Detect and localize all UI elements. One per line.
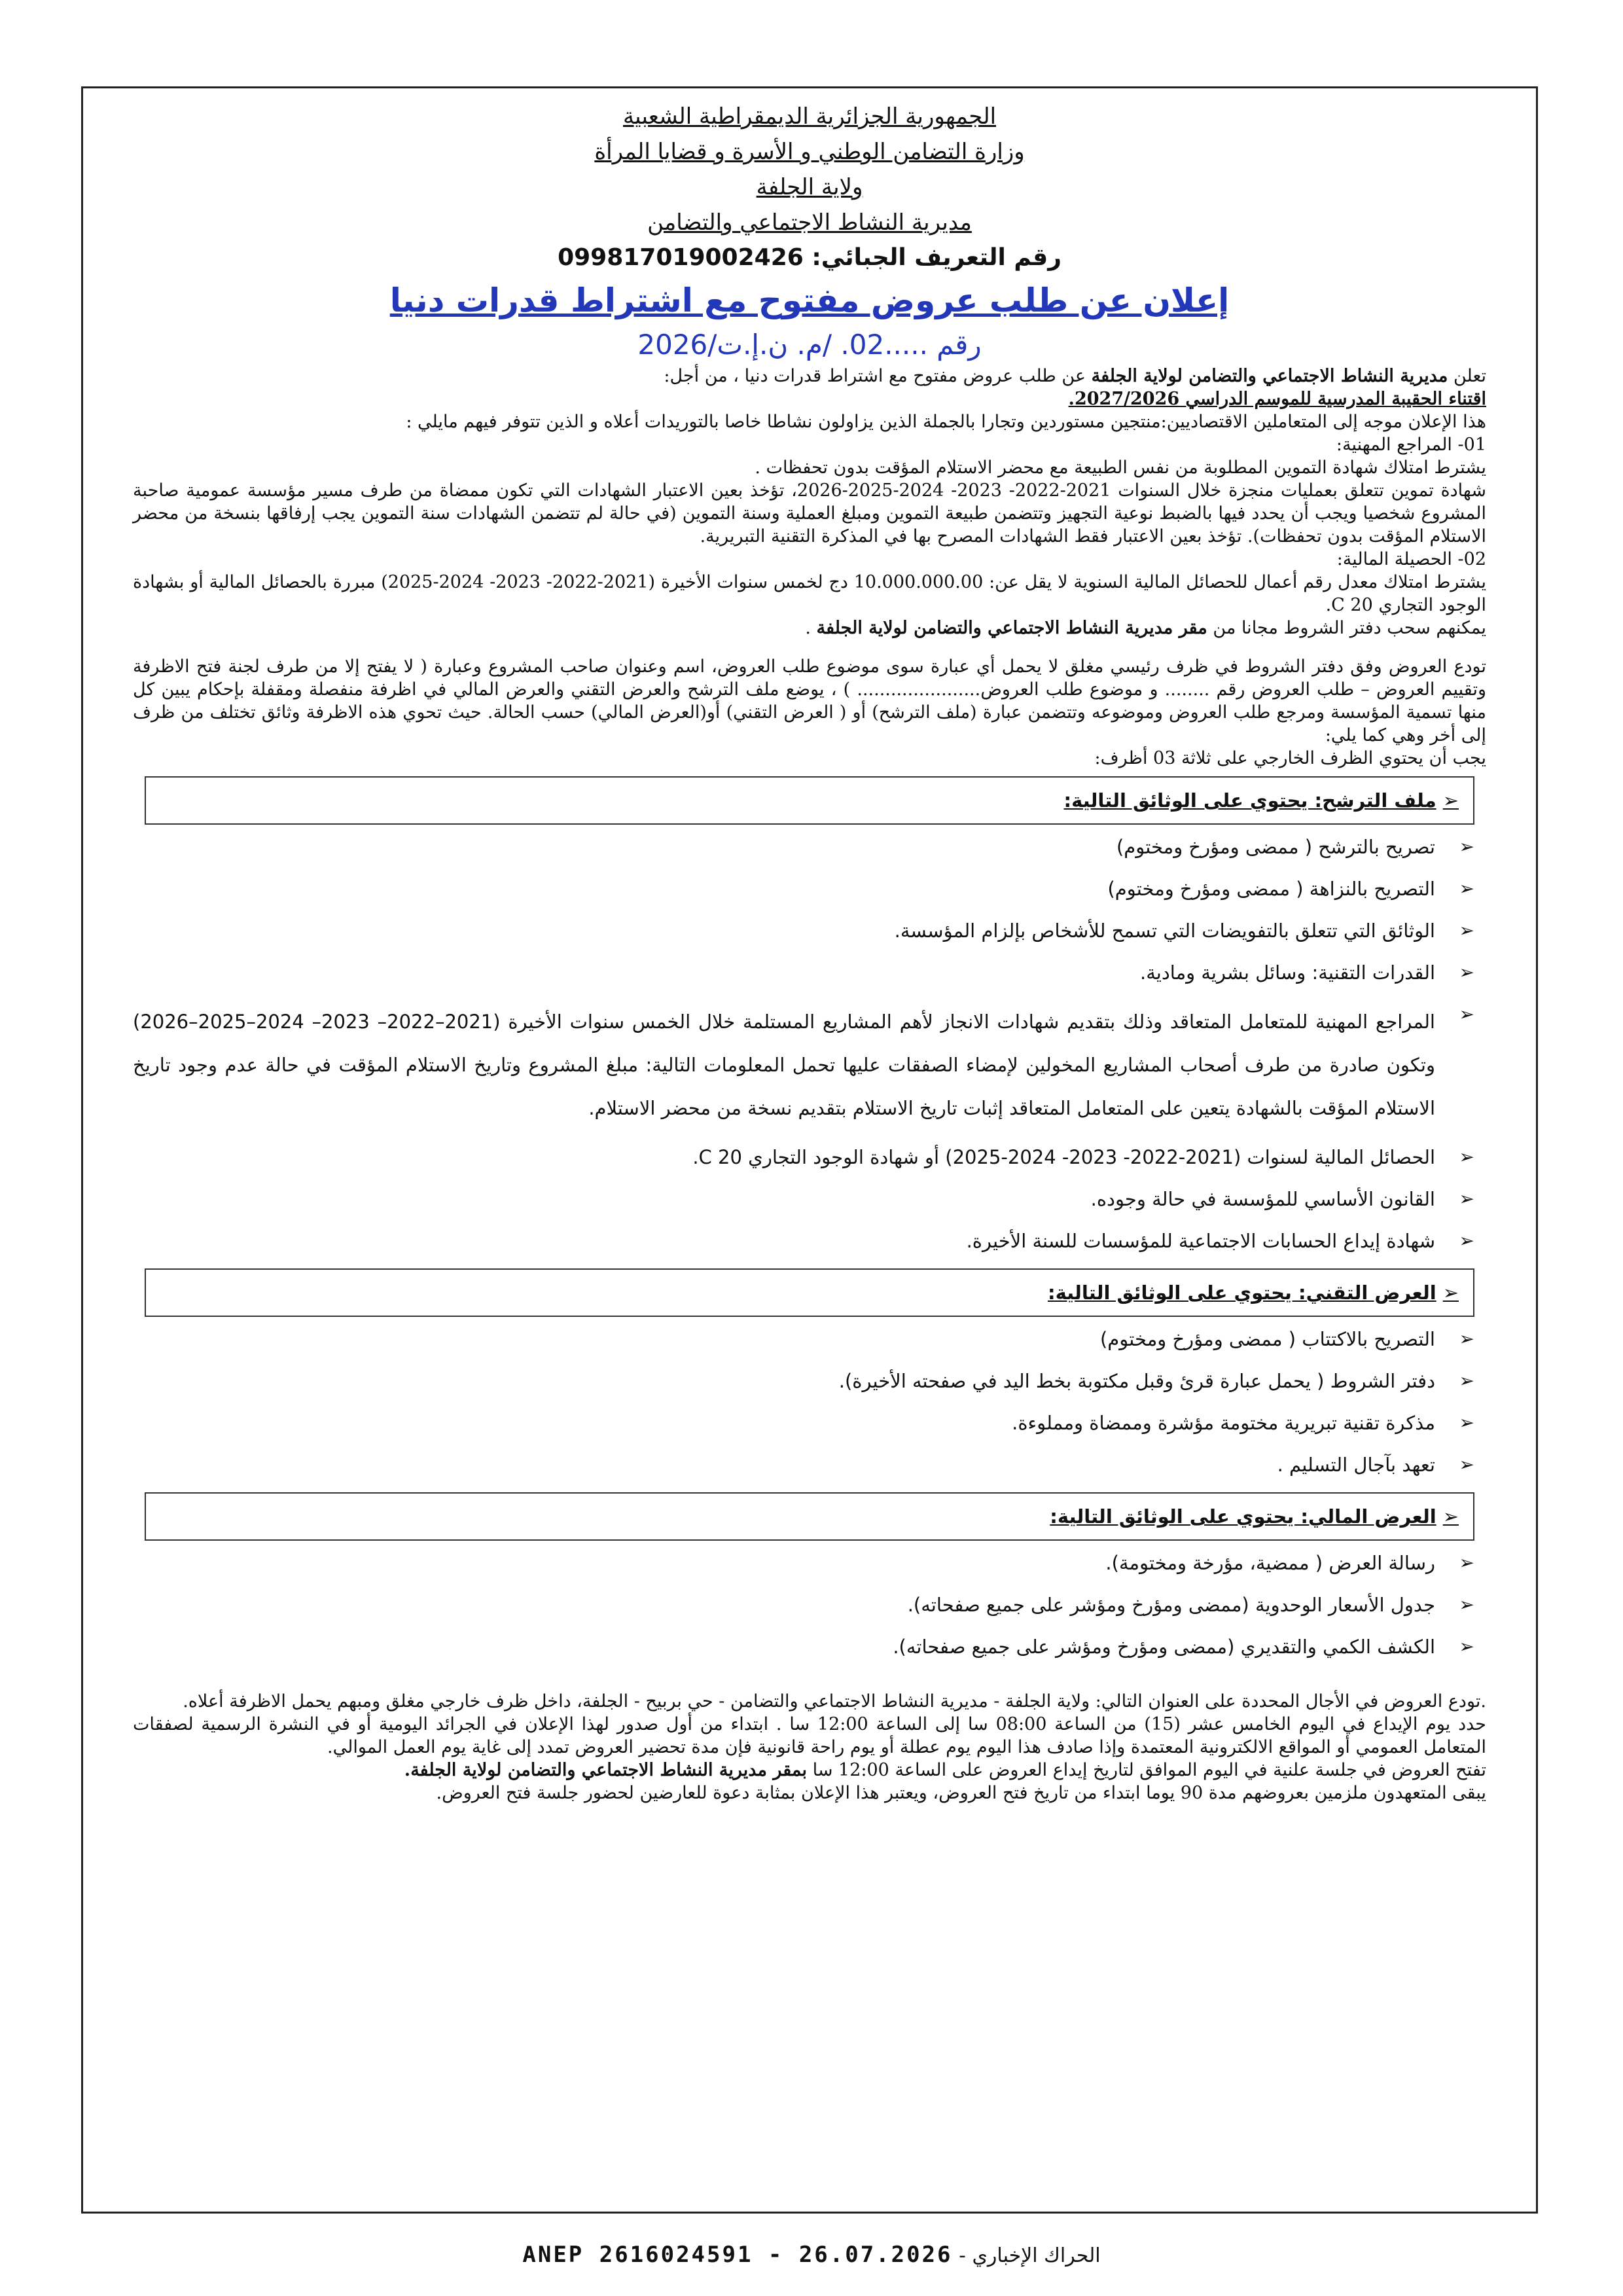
arrow-check-icon: ➢ <box>1442 789 1459 812</box>
list-item-text: التصريح بالاكتتاب ( ممضى ومؤرخ ومختوم) <box>1099 1328 1435 1350</box>
list-item <box>133 1227 1474 1255</box>
withdraw-suffix: . <box>805 618 817 638</box>
arrow-check-icon: ➢ <box>1459 1370 1474 1391</box>
deposit-paragraph: تودع العروض وفق دفتر الشروط في ظرف رئيسي مغلق لا يحمل أي عبارة سوى موضوع طلب العروض، اسم وعنوان صاحب المشروع وعبارة ( لا يفتح إلا من طرف لجنة فتح الاظرفة وتقييم العروض – طلب العروض رقم ........ و موضوع طلب العروض...................... ) ، يوضع ملف الترشح والعرض التقني والعرض المالي في اظرفة منفصلة ومقفلة بإحكام يبين كل منها تسمية المؤسسة ومرجع طلب العروض وموضوعه وتتضمن عبارة (ملف الترشح) أو ( العرض التقني) أو(العرض المالي) حسب الحالة. حيث تحوي هذه الاظرفة وثائق تختلف من ظرف إلى أخر وهي كما يلي: <box>133 656 1486 745</box>
list-item-text: تعهد بآجال التسليم . <box>1277 1454 1435 1476</box>
arrow-check-icon: ➢ <box>1459 836 1474 857</box>
list-item-text: مذكرة تقنية تبريرية مختومة مؤشرة وممضاة ومملوءة. <box>1012 1412 1435 1434</box>
list-item-text: الوثائق التي تتعلق بالتفويضات التي تسمح للأشخاص بإلزام المؤسسة. <box>894 920 1435 942</box>
closing-validity: يبقى المتعهدون ملزمين بعروضهم مدة 90 يوما ابتداء من تاريخ فتح العروض، ويعتبر هذا الإعلان بمثابة دعوة للعارضين لحضور جلسة فتح العروض. <box>436 1783 1486 1803</box>
list-item-text: رسالة العرض ( ممضية، مؤرخة ومختومة). <box>1105 1552 1435 1574</box>
intro-directorate: مديرية النشاط الاجتماعي والتضامن لولاية الجلفة <box>1091 366 1448 386</box>
section-financial-title <box>145 1492 1474 1541</box>
header-wilaya: ولاية الجلفة <box>756 174 863 200</box>
header-republic: الجمهورية الجزائرية الديمقراطية الشعبية <box>622 103 997 130</box>
requirement-2-title: 02- الحصيلة المالية: <box>1336 549 1486 569</box>
list-item <box>133 1000 1474 1130</box>
section-candidacy-title <box>145 776 1474 825</box>
candidacy-list <box>133 833 1486 1255</box>
list-item <box>133 1450 1474 1479</box>
arrow-check-icon: ➢ <box>1459 1188 1474 1210</box>
list-item <box>133 1549 1474 1577</box>
list-item <box>133 958 1474 987</box>
subject: اقتناء الحقيبة المدرسية للموسم الدراسي 2027/2026. <box>1068 389 1486 409</box>
envelope-paragraph: يجب أن يحتوي الظرف الخارجي على ثلاثة 03 أظرف: <box>1094 748 1486 768</box>
list-item <box>133 1408 1474 1437</box>
arrow-check-icon: ➢ <box>1459 878 1474 899</box>
intro-paragraph <box>133 365 1486 387</box>
arrow-check-icon: ➢ <box>1459 1636 1474 1657</box>
header-ministry: وزارة التضامن الوطني و الأسرة و قضايا المرأة <box>594 139 1025 165</box>
arrow-check-icon: ➢ <box>1459 1230 1474 1251</box>
list-item <box>133 1185 1474 1213</box>
header-directorate: مديرية النشاط الاجتماعي والتضامن <box>647 209 972 236</box>
section-title-text: العرض المالي: يحتوي على الوثائق التالية: <box>1050 1505 1436 1528</box>
financial-list <box>133 1549 1486 1661</box>
header-tax-id: رقم التعريف الجبائي: 099817019002426 <box>558 244 1061 271</box>
announcement-frame <box>81 86 1538 2214</box>
arrow-check-icon: ➢ <box>1459 961 1474 983</box>
technical-list <box>133 1325 1486 1479</box>
arrow-check-icon: ➢ <box>1459 1552 1474 1573</box>
requirement-1-detail: شهادة تموين تتعلق بعمليات منجزة خلال السنوات 2021-2022- 2023- 2024-2025-2026، تؤخذ بعين الاعتبار الشهادات التي تكون ممضاة من طرف مسير مؤسسة عمومية صاحبة المشروع شخصيا ويجب أن يحدد فيها بالضبط نوعية التجهيز وتتضمن طبيعة التموين ومبلغ العملية وسنة التموين (في حالة لم تتضمن الشهادات سنة التموين يجب إرفاقها بنسخة من محضر الاستلام المؤقت بدون تحفظات). تؤخذ بعين الاعتبار فقط الشهادات المصرح بها في المذكرة التقنية التبريرية. <box>133 480 1486 547</box>
intro-prefix: تعلن <box>1448 366 1486 386</box>
header <box>133 99 1486 276</box>
requirement-1-title: 01- المراجع المهنية: <box>1336 435 1486 455</box>
footer: الحراك الإخباري - ANEP 2616024591 - 26.07.2026 <box>522 2242 1101 2268</box>
arrow-check-icon: ➢ <box>1459 920 1474 941</box>
list-item <box>133 1325 1474 1354</box>
intro-suffix: عن طلب عروض مفتوح مع اشتراط قدرات دنيا ، من أجل: <box>664 366 1092 386</box>
arrow-check-icon: ➢ <box>1459 1412 1474 1433</box>
list-item-text: المراجع المهنية للمتعامل المتعاقد وذلك بتقديم شهادات الانجاز لأهم المشاريع المستلمة خلال الخمس سنوات الأخيرة (2021–2022– 2023– 2024–2025–2026) وتكون صادرة من طرف أصحاب المشاريع المخولين لإمضاء الصفقات عليها تحمل المعلومات التالية: مبلغ المشروع وتاريخ الاستلام المؤقت في حالة عدم وجود تاريخ الاستلام المؤقت بالشهادة يتعين على المتعامل المتعاقد إثبات تاريخ الاستلام بتقديم نسخة من محضر الاستلام. <box>133 1011 1435 1119</box>
list-item <box>133 1632 1474 1661</box>
announcement-title: إعلان عن طلب عروض مفتوح مع اشتراط قدرات دنيا <box>389 281 1230 319</box>
list-item <box>133 916 1474 945</box>
closing-deposit-address: .تودع العروض في الأجال المحددة على العنوان التالي: ولاية الجلفة - مديرية النشاط الاجتماعي والتضامن - حي بربيح - الجلفة، داخل ظرف خارجي مغلق ومبهم يحمل الاظرفة أعلاه. <box>183 1691 1486 1712</box>
list-item-text: القانون الأساسي للمؤسسة في حالة وجوده. <box>1090 1188 1435 1210</box>
reference-number: رقم .....02. /م. ن.إ.ت/2026 <box>637 329 982 361</box>
list-item-text: التصريح بالنزاهة ( ممضى ومؤرخ ومختوم) <box>1107 878 1435 900</box>
closing-opening <box>133 1759 1486 1782</box>
closing-opening-text: تفتح العروض في جلسة علنية في اليوم الموافق لتاريخ إيداع العروض على الساعة 12:00 سا <box>807 1760 1486 1780</box>
list-item-text: تصريح بالترشح ( ممضى ومؤرخ ومختوم) <box>1116 836 1435 858</box>
withdraw-paragraph <box>133 617 1486 639</box>
arrow-check-icon: ➢ <box>1459 1454 1474 1475</box>
arrow-check-icon: ➢ <box>1442 1282 1459 1304</box>
withdraw-prefix: يمكنهم سحب دفتر الشروط مجانا من <box>1207 618 1486 638</box>
requirement-1-text: يشترط امتلاك شهادة التموين المطلوبة من نفس الطبيعة مع محضر الاستلام المؤقت بدون تحفظات . <box>755 457 1486 478</box>
list-item-text: القدرات التقنية: وسائل بشرية ومادية. <box>1139 961 1435 984</box>
closing-opening-location: بمقر مديرية النشاط الاجتماعي والتضامن لولاية الجلفة. <box>404 1760 808 1780</box>
list-item-text: جدول الأسعار الوحدوية (ممضى ومؤرخ ومؤشر على جميع صفحاته). <box>907 1594 1435 1616</box>
list-item-text: دفتر الشروط ( يحمل عبارة قرئ وقبل مكتوبة بخط اليد في صفحته الأخيرة). <box>838 1370 1435 1392</box>
arrow-check-icon: ➢ <box>1459 1003 1474 1025</box>
list-item <box>133 833 1474 861</box>
arrow-check-icon: ➢ <box>1459 1594 1474 1615</box>
audience: هذا الإعلان موجه إلى المتعاملين الاقتصاديين:منتجين مستوردين وتجارا بالجملة الذين يزاولون نشاطا خاصا بالتوريدات أعلاه و الذين تتوفر فيهم مايلي : <box>406 412 1486 432</box>
list-item-text: الكشف الكمي والتقديري (ممضى ومؤرخ ومؤشر على جميع صفحاته). <box>893 1636 1435 1658</box>
list-item <box>133 1143 1474 1172</box>
arrow-check-icon: ➢ <box>1459 1146 1474 1168</box>
requirement-2-text: يشترط امتلاك معدل رقم أعمال للحصائل المالية السنوية لا يقل عن: 10.000.000.00 دج لخمس سنوات الأخيرة (2021-2022- 2023- 2024-2025) مبررة بالحصائل المالية أو بشهادة الوجود التجاري C 20. <box>133 572 1486 615</box>
list-item <box>133 1590 1474 1619</box>
section-title-text: ملف الترشح: يحتوي على الوثائق التالية: <box>1063 789 1436 812</box>
footer-anep-code: ANEP 2616024591 - 26.07.2026 <box>522 2242 953 2268</box>
section-technical-title <box>145 1268 1474 1317</box>
list-item-text: الحصائل المالية لسنوات (2021-2022- 2023- 2024-2025) أو شهادة الوجود التجاري C 20. <box>692 1146 1435 1168</box>
withdraw-location: مقر مديرية النشاط الاجتماعي والتضامن لولاية الجلفة <box>816 618 1207 638</box>
arrow-check-icon: ➢ <box>1442 1505 1459 1528</box>
list-item-text: شهادة إيداع الحسابات الاجتماعية للمؤسسات للسنة الأخيرة. <box>966 1230 1435 1252</box>
section-title-text: العرض التقني: يحتوي على الوثائق التالية: <box>1047 1282 1436 1304</box>
list-item <box>133 874 1474 903</box>
footer-newspaper: الحراك الإخباري <box>972 2244 1101 2267</box>
closing-deposit-date: حدد يوم الإيداع في اليوم الخامس عشر (15) من الساعة 08:00 سا إلى الساعة 12:00 سا . ابتداء من أول صدور لهذا الإعلان في الجرائد اليومية أو في النشرة الرسمية لصفقات المتعامل العمومي أو المواقع الالكترونية المعتمدة وإذا صادف هذا اليوم يوم عطلة أو يوم راحة قانونية فإن مدة تحضير العروض تمدد إلى غاية يوم العمل الموالي. <box>133 1714 1486 1757</box>
list-item <box>133 1367 1474 1395</box>
arrow-check-icon: ➢ <box>1459 1328 1474 1350</box>
